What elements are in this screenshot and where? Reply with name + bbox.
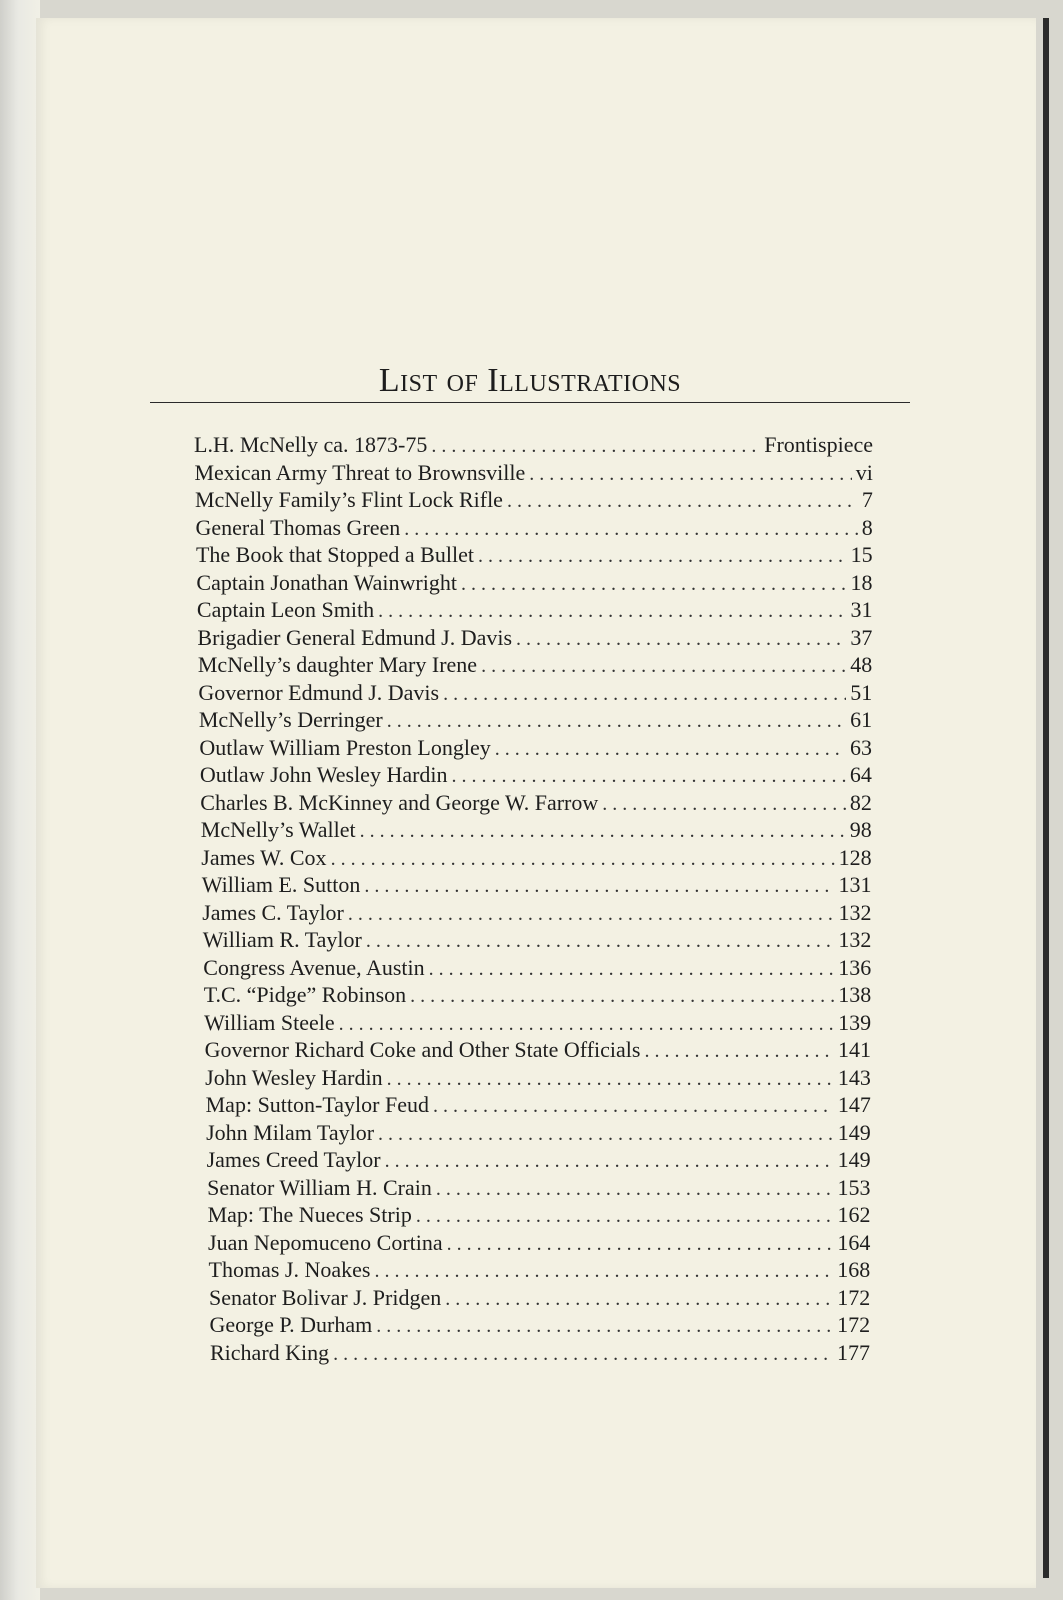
entry-title: L.H. McNelly ca. 1873-75 — [194, 432, 428, 457]
entry-title: Map: Sutton-Taylor Feud — [205, 1092, 429, 1117]
list-item — [0, 515, 1063, 543]
entry-title: James W. Cox — [201, 844, 327, 870]
list-item — [0, 460, 1063, 488]
entry-page-number: 131 — [838, 872, 872, 897]
entry-title: Mexican Army Threat to Brownsville — [194, 459, 526, 485]
list-item — [0, 680, 1063, 708]
list-item — [0, 982, 1063, 1010]
list-item — [0, 1037, 1063, 1065]
dot-leader — [385, 1150, 834, 1173]
dot-leader — [529, 463, 852, 486]
entry-page-number: 51 — [850, 679, 873, 705]
entry-page-number: 143 — [837, 1064, 871, 1090]
title-rule — [150, 402, 910, 403]
list-item — [0, 1010, 1063, 1038]
list-item — [0, 927, 1063, 955]
entry-title: Governor Richard Coke and Other State Officials — [204, 1037, 641, 1062]
entry-page-number: 138 — [838, 982, 872, 1007]
list-item — [0, 597, 1063, 625]
entry-page-number: 177 — [837, 1339, 870, 1365]
dot-leader — [364, 875, 834, 898]
dot-leader — [376, 1315, 833, 1338]
entry-title: McNelly’s daughter Mary Irene — [197, 652, 478, 677]
entry-title: Juan Nepomuceno Cortina — [208, 1229, 443, 1255]
entry-page-number: 132 — [838, 927, 872, 952]
entry-page-number: 172 — [837, 1284, 871, 1310]
entry-title: William Steele — [204, 1009, 335, 1035]
dot-leader — [348, 903, 835, 926]
entry-page-number: 172 — [837, 1312, 871, 1337]
dot-leader — [507, 490, 858, 513]
list-item — [0, 845, 1063, 873]
entry-page-number: 147 — [837, 1092, 871, 1117]
list-item — [0, 735, 1063, 763]
dot-leader — [331, 848, 835, 871]
entry-page-number: 61 — [850, 707, 873, 732]
list-item — [0, 1340, 1063, 1368]
dot-leader — [387, 1068, 834, 1091]
illustrations-list — [0, 432, 1063, 1367]
list-item — [0, 570, 1063, 598]
entry-page-number: 63 — [850, 734, 872, 760]
entry-title: Map: The Nueces Strip — [207, 1202, 412, 1227]
list-item — [0, 432, 1063, 460]
entry-title: Governor Edmund J. Davis — [198, 679, 440, 705]
dot-leader — [410, 985, 834, 1008]
list-item — [0, 790, 1063, 818]
list-item — [0, 707, 1063, 735]
dot-leader — [478, 545, 847, 568]
entry-page-number: 149 — [837, 1119, 871, 1145]
entry-title: McNelly Family’s Flint Lock Rifle — [194, 487, 503, 512]
entry-title: Captain Leon Smith — [196, 597, 375, 622]
entry-title: Captain Jonathan Wainwright — [196, 569, 457, 595]
dot-leader — [416, 1205, 834, 1228]
entry-title: George P. Durham — [209, 1312, 373, 1337]
list-item — [0, 1147, 1063, 1175]
entry-page-number: 168 — [837, 1257, 871, 1282]
dot-leader — [404, 518, 857, 541]
entry-title: Senator William H. Crain — [207, 1174, 432, 1200]
entry-title: James C. Taylor — [202, 899, 344, 925]
entry-page-number: 141 — [838, 1037, 871, 1062]
entry-title: Senator Bolivar J. Pridgen — [209, 1284, 442, 1310]
dot-leader — [443, 683, 846, 706]
dot-leader — [516, 628, 846, 651]
entry-title: McNelly’s Derringer — [198, 707, 383, 732]
dot-leader — [644, 1040, 834, 1063]
entry-page-number: 98 — [849, 817, 872, 842]
list-item — [0, 1285, 1063, 1313]
entry-title: The Book that Stopped a Bullet — [195, 542, 474, 567]
list-item — [0, 1120, 1063, 1148]
entry-page-number: 128 — [838, 844, 872, 870]
entry-title: John Wesley Hardin — [205, 1064, 383, 1090]
entry-page-number: 48 — [850, 652, 873, 677]
page-title: List of Illustrations — [378, 362, 682, 399]
dot-leader — [429, 958, 835, 981]
list-item — [0, 872, 1063, 900]
entry-title: Thomas J. Noakes — [208, 1257, 371, 1282]
entry-page-number: Frontispiece — [764, 432, 873, 457]
entry-title: Richard King — [210, 1339, 330, 1365]
entry-page-number: 139 — [838, 1009, 872, 1035]
list-item — [0, 487, 1063, 515]
entry-page-number: 153 — [837, 1174, 871, 1200]
entry-page-number: 162 — [837, 1202, 871, 1227]
list-item — [0, 900, 1063, 928]
list-item — [0, 1202, 1063, 1230]
list-item — [0, 542, 1063, 570]
list-item — [0, 1312, 1063, 1340]
list-item — [0, 762, 1063, 790]
dot-leader — [378, 600, 846, 623]
entry-page-number: 15 — [850, 542, 873, 567]
dot-leader — [602, 793, 846, 816]
list-item — [0, 652, 1063, 680]
dot-leader — [360, 820, 846, 843]
dot-leader — [374, 1260, 833, 1283]
entry-title: McNelly’s Wallet — [200, 817, 356, 842]
dot-leader — [366, 930, 835, 953]
list-item — [0, 955, 1063, 983]
entry-page-number: 8 — [861, 514, 873, 540]
dot-leader — [452, 765, 846, 788]
entry-title: William R. Taylor — [202, 927, 362, 952]
entry-page-number: 149 — [837, 1147, 871, 1172]
entry-page-number: 164 — [837, 1229, 871, 1255]
list-item — [0, 1175, 1063, 1203]
entry-title: William E. Sutton — [201, 872, 361, 897]
list-item — [0, 1092, 1063, 1120]
dot-leader — [378, 1123, 834, 1146]
dot-leader — [445, 1288, 833, 1311]
entry-page-number: vi — [855, 459, 873, 485]
entry-title: John Milam Taylor — [206, 1119, 375, 1145]
entry-page-number: 136 — [838, 954, 872, 980]
list-item — [0, 817, 1063, 845]
entry-title: General Thomas Green — [195, 514, 401, 540]
entry-title: Congress Avenue, Austin — [203, 954, 425, 980]
dot-leader — [387, 710, 846, 733]
dot-leader — [333, 1343, 833, 1366]
dot-leader — [461, 573, 847, 596]
dot-leader — [431, 435, 760, 458]
list-item — [0, 1257, 1063, 1285]
entry-title: Outlaw William Preston Longley — [199, 734, 491, 760]
dot-leader — [339, 1013, 834, 1036]
entry-page-number: 64 — [849, 762, 872, 787]
dot-leader — [481, 655, 846, 678]
dot-leader — [495, 738, 846, 761]
entry-title: Brigadier General Edmund J. Davis — [197, 624, 513, 650]
dot-leader — [447, 1233, 834, 1256]
entry-page-number: 37 — [850, 624, 873, 650]
entry-page-number: 18 — [850, 569, 873, 595]
list-item — [0, 1230, 1063, 1258]
list-item — [0, 1065, 1063, 1093]
entry-title: James Creed Taylor — [206, 1147, 381, 1172]
dot-leader — [433, 1095, 834, 1118]
dot-leader — [436, 1178, 834, 1201]
list-item — [0, 625, 1063, 653]
entry-page-number: 7 — [861, 487, 873, 512]
entry-page-number: 82 — [849, 789, 872, 815]
entry-title: Outlaw John Wesley Hardin — [199, 762, 448, 787]
entry-title: T.C. “Pidge” Robinson — [203, 982, 407, 1007]
entry-title: Charles B. McKinney and George W. Farrow — [200, 789, 599, 815]
entry-page-number: 132 — [838, 899, 872, 925]
entry-page-number: 31 — [850, 597, 873, 622]
